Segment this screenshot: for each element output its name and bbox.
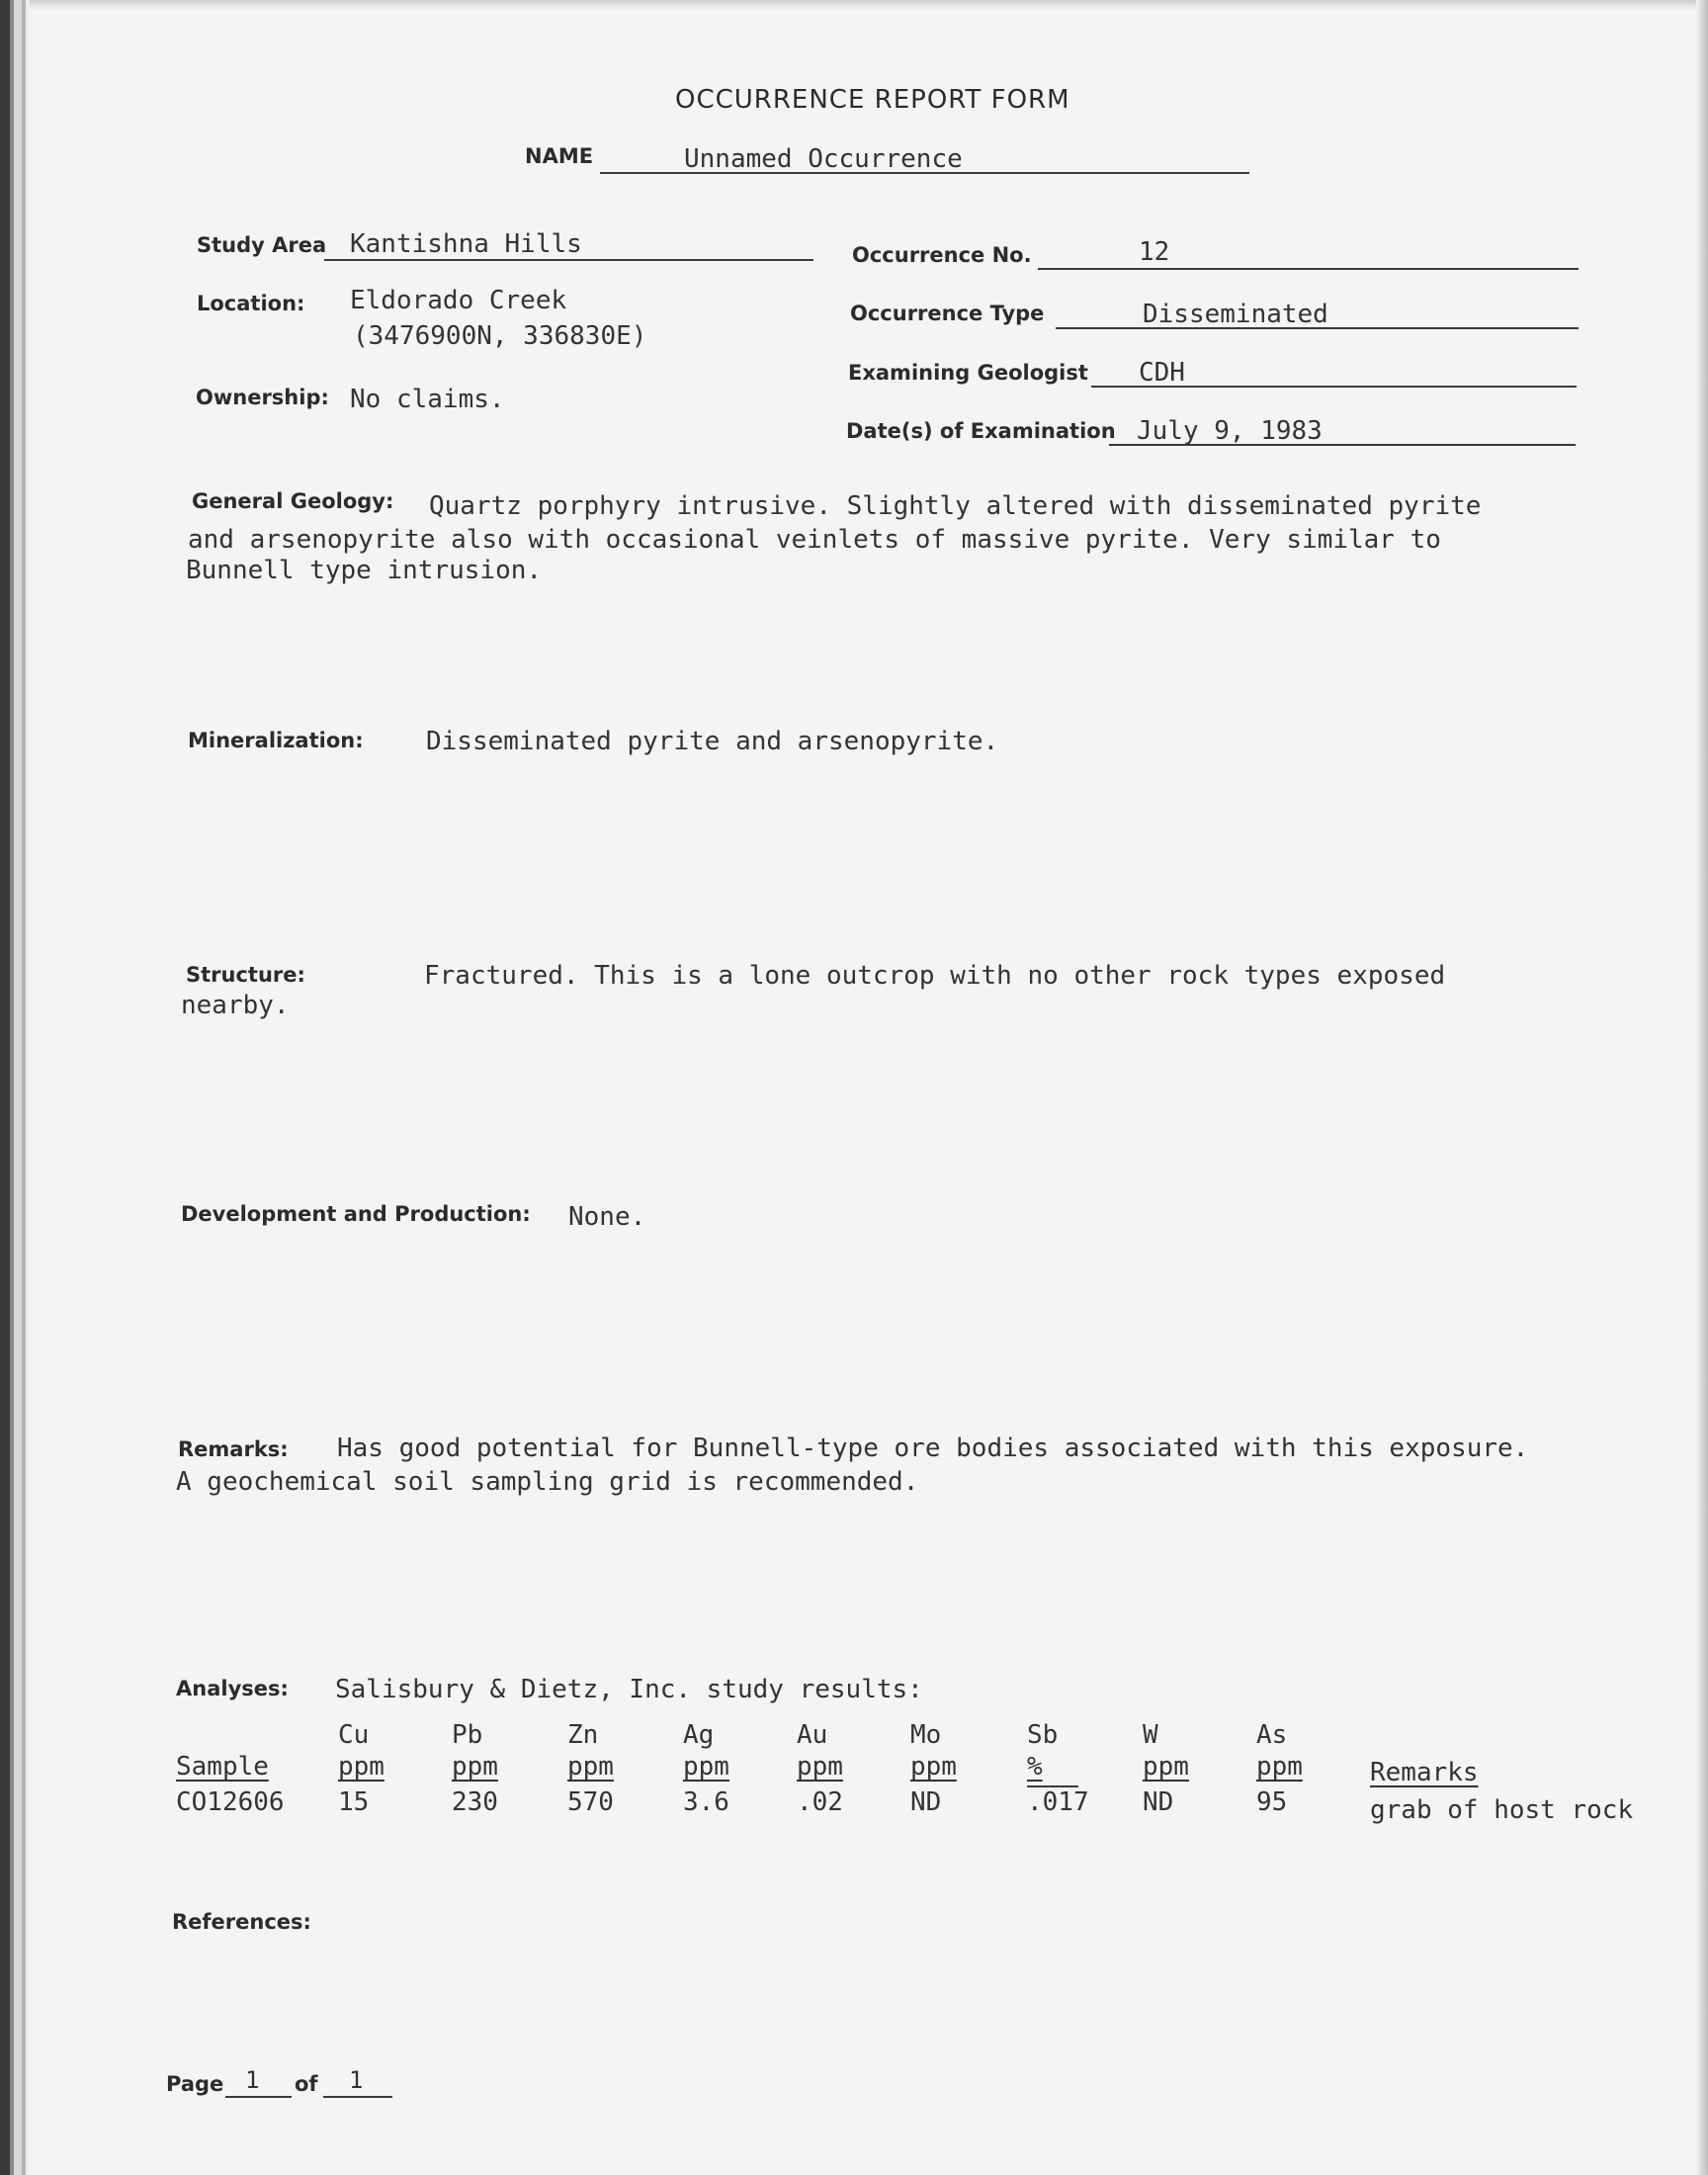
page-edge-shadow <box>0 0 30 2175</box>
general-geology-line-1: Quartz porphyry intrusive. Slightly altered with disseminated pyrite <box>429 491 1482 521</box>
table-cell-pb: 230 <box>452 1787 498 1817</box>
table-header-remarks: Remarks <box>1370 1758 1479 1787</box>
table-cell-sb: .017 <box>1027 1787 1089 1817</box>
name-value: Unnamed Occurrence <box>684 144 963 174</box>
page-number-value: 1 <box>245 2066 260 2094</box>
table-cell-cu: 15 <box>338 1787 370 1817</box>
table-header-au-unit: ppm <box>797 1752 843 1782</box>
structure-label: Structure: <box>186 963 305 987</box>
table-header-sample: Sample <box>176 1752 269 1782</box>
table-header-cu: Cu <box>338 1720 370 1750</box>
ownership-value: No claims. <box>350 385 505 414</box>
table-cell-w: ND <box>1143 1787 1174 1817</box>
table-header-ag-unit: ppm <box>683 1752 729 1782</box>
form-title: OCCURRENCE REPORT FORM <box>675 85 1070 115</box>
remarks-line-1: Has good potential for Bunnell-type ore bodies associated with this exposure. <box>337 1434 1529 1463</box>
general-geology-label: General Geology: <box>192 489 394 513</box>
location-label: Location: <box>197 292 305 315</box>
table-header-sb: Sb <box>1027 1720 1059 1750</box>
analyses-label: Analyses: <box>176 1677 289 1700</box>
table-header-w: W <box>1143 1720 1158 1750</box>
general-geology-line-3: Bunnell type intrusion. <box>186 556 543 585</box>
table-cell-ag: 3.6 <box>683 1787 729 1817</box>
page-top-shadow <box>30 0 1708 10</box>
table-header-pb: Pb <box>452 1720 483 1750</box>
table-header-as-unit: ppm <box>1256 1752 1303 1782</box>
table-header-sb-unit: % <box>1027 1752 1043 1782</box>
references-label: References: <box>172 1910 311 1934</box>
table-header-mo: Mo <box>910 1720 942 1750</box>
page-total-value: 1 <box>349 2066 364 2094</box>
study-area-rule <box>324 259 813 261</box>
remarks-line-2: A geochemical soil sampling grid is recommended. <box>176 1467 919 1497</box>
mineralization-value: Disseminated pyrite and arsenopyrite. <box>426 727 999 756</box>
general-geology-line-2: and arsenopyrite also with occasional veinlets of massive pyrite. Very similar to <box>188 525 1441 555</box>
table-cell-as: 95 <box>1256 1787 1288 1817</box>
table-header-as: As <box>1256 1720 1288 1750</box>
table-cell-zn: 570 <box>567 1787 614 1817</box>
table-cell-mo: ND <box>910 1787 942 1817</box>
page-total-rule <box>323 2096 392 2098</box>
date-label: Date(s) of Examination <box>846 419 1116 443</box>
page-number-rule <box>225 2096 292 2098</box>
analyses-intro: Salisbury & Dietz, Inc. study results: <box>335 1675 923 1704</box>
mineralization-label: Mineralization: <box>188 729 364 752</box>
occurrence-type-label: Occurrence Type <box>850 302 1045 325</box>
name-label: NAME <box>525 144 594 168</box>
occurrence-no-label: Occurrence No. <box>852 243 1032 267</box>
table-header-pb-unit: ppm <box>452 1752 498 1782</box>
location-line-1: Eldorado Creek <box>350 286 567 315</box>
study-area-label: Study Area <box>197 233 327 257</box>
table-header-zn-unit: ppm <box>567 1752 614 1782</box>
structure-line-2: nearby. <box>181 991 290 1020</box>
table-header-zn: Zn <box>567 1720 599 1750</box>
table-header-cu-unit: ppm <box>338 1752 384 1782</box>
page-right-shadow <box>1696 0 1708 2175</box>
table-header-ag: Ag <box>683 1720 715 1750</box>
occurrence-no-rule <box>1038 268 1579 270</box>
of-label: of <box>295 2072 318 2096</box>
study-area-value: Kantishna Hills <box>350 229 582 259</box>
ownership-label: Ownership: <box>196 386 329 409</box>
table-cell-sample: CO12606 <box>176 1787 285 1817</box>
occurrence-type-value: Disseminated <box>1143 300 1328 329</box>
table-header-au: Au <box>797 1720 828 1750</box>
development-value: None. <box>568 1202 646 1232</box>
occurrence-no-value: 12 <box>1139 237 1170 267</box>
table-cell-remarks: grab of host rock <box>1370 1795 1634 1825</box>
page-label: Page <box>166 2072 224 2096</box>
date-value: July 9, 1983 <box>1137 416 1323 446</box>
remarks-label: Remarks: <box>178 1437 289 1461</box>
location-line-2: (3476900N, 336830E) <box>353 321 647 351</box>
table-header-w-unit: ppm <box>1143 1752 1189 1782</box>
table-header-mo-unit: ppm <box>910 1752 957 1782</box>
development-label: Development and Production: <box>181 1202 531 1226</box>
structure-line-1: Fractured. This is a lone outcrop with no other rock types exposed <box>424 961 1446 991</box>
geologist-label: Examining Geologist <box>848 361 1088 385</box>
table-cell-au: .02 <box>797 1787 843 1817</box>
geologist-value: CDH <box>1139 358 1185 388</box>
